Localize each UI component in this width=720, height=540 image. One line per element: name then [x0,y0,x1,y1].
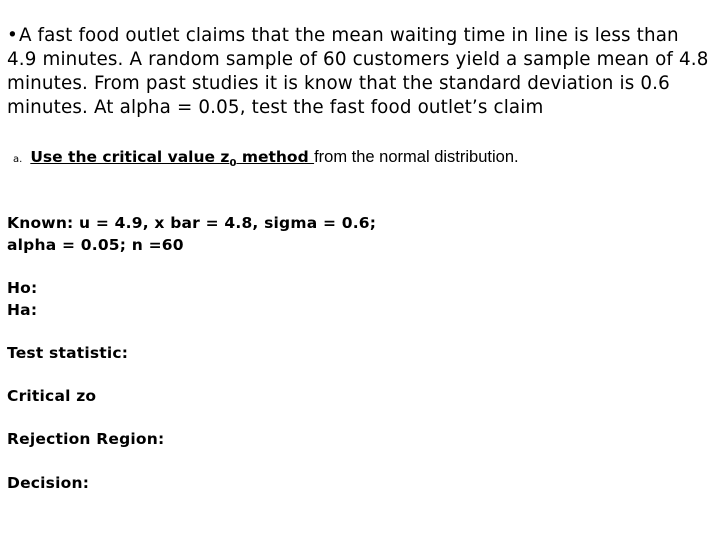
known-values-line-1: Known: u = 4.9, x bar = 4.8, sigma = 0.6; [7,214,377,232]
part-a-instruction [13,146,713,171]
alternative-hypothesis-label: Ha: [7,301,38,319]
null-hypothesis-label: Ho: [7,279,38,297]
method-trailing: method [236,148,315,166]
rejection-region-label: Rejection Region: [7,430,165,448]
critical-value-method [30,148,315,169]
known-values-line-2: alpha = 0.05; n =60 [7,236,184,254]
part-a-label: a. [13,154,23,165]
decision-label: Decision: [7,474,90,492]
method-subscript: 0 [229,158,237,169]
test-statistic-label: Test statistic: [7,344,129,362]
problem-text: A fast food outlet claims that the mean waiting time in line is less than 4.9 minutes. A random sample of 60 customers yield a sample mean of 4.8 minutes. From past studies it is know that the standard deviation is 0.6 minutes. At alpha = 0.05, test the fast food outlet’s claim [7,25,709,118]
method-text: Use the critical value z [30,148,230,166]
bullet-marker: • [7,25,18,46]
problem-statement [7,24,713,120]
method-tail-text: from the normal distribution. [314,148,519,166]
critical-zo-label: Critical zo [7,387,97,405]
